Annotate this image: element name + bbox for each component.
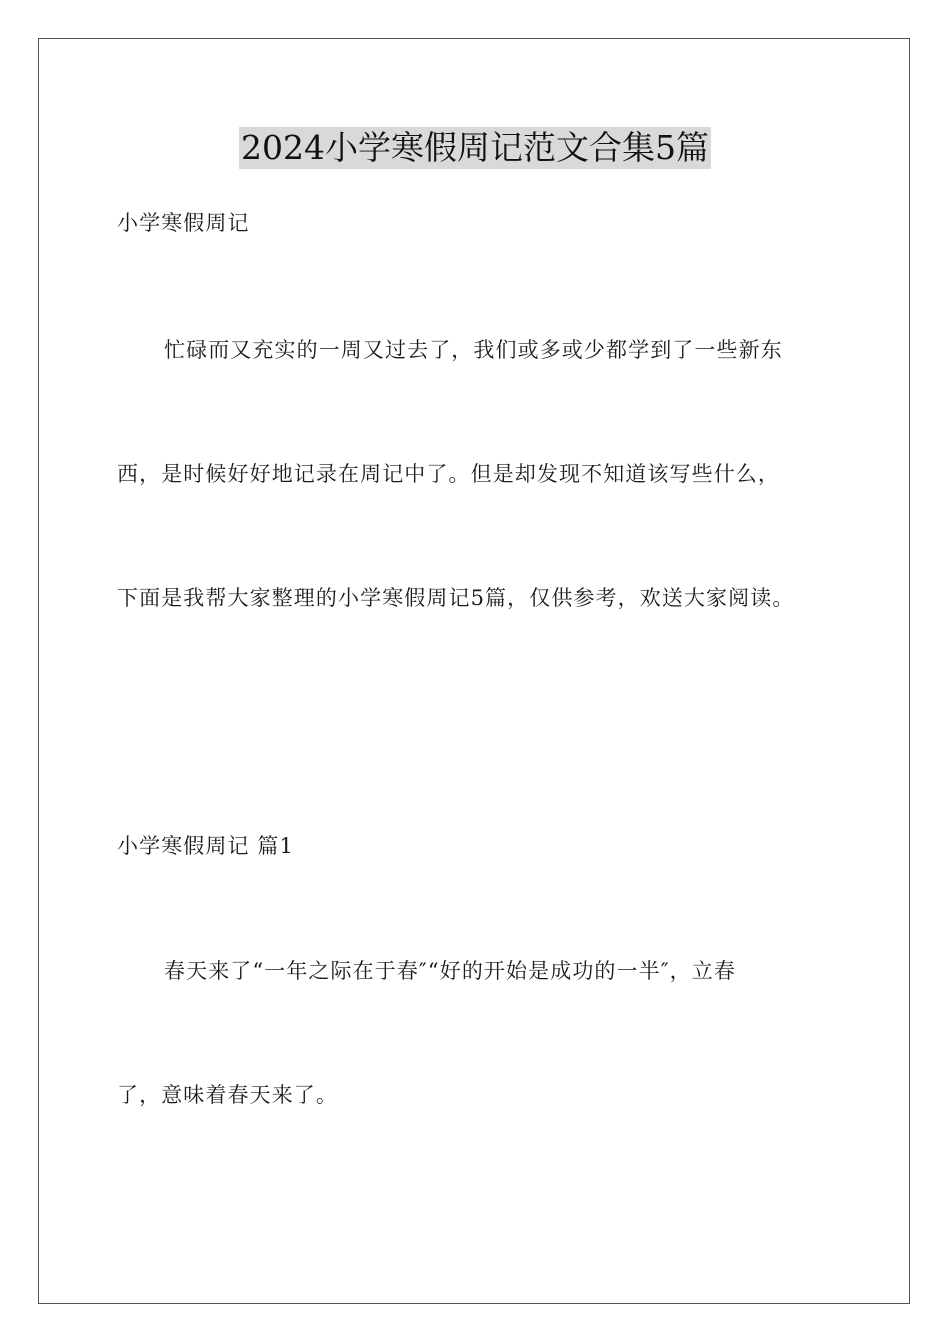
paragraph-line: 西，是时候好好地记录在周记中了。但是却发现不知道该写些什么， <box>117 462 780 486</box>
intro-heading: 小学寒假周记 <box>117 211 250 235</box>
document-title: 2024小学寒假周记范文合集5篇 <box>241 128 709 167</box>
paragraph-line: 忙碌而又充实的一周又过去了，我们或多或少都学到了一些新东 <box>164 338 783 362</box>
paragraph-line: 下面是我帮大家整理的小学寒假周记5篇，仅供参考，欢送大家阅读。 <box>117 586 795 610</box>
section-heading: 小学寒假周记 篇1 <box>117 834 294 858</box>
paragraph-line: 了，意味着春天来了。 <box>117 1083 338 1107</box>
paragraph-line: 春天来了“一年之际在于春″“好的开始是成功的一半″，立春 <box>164 959 736 983</box>
title-container <box>0 127 950 169</box>
